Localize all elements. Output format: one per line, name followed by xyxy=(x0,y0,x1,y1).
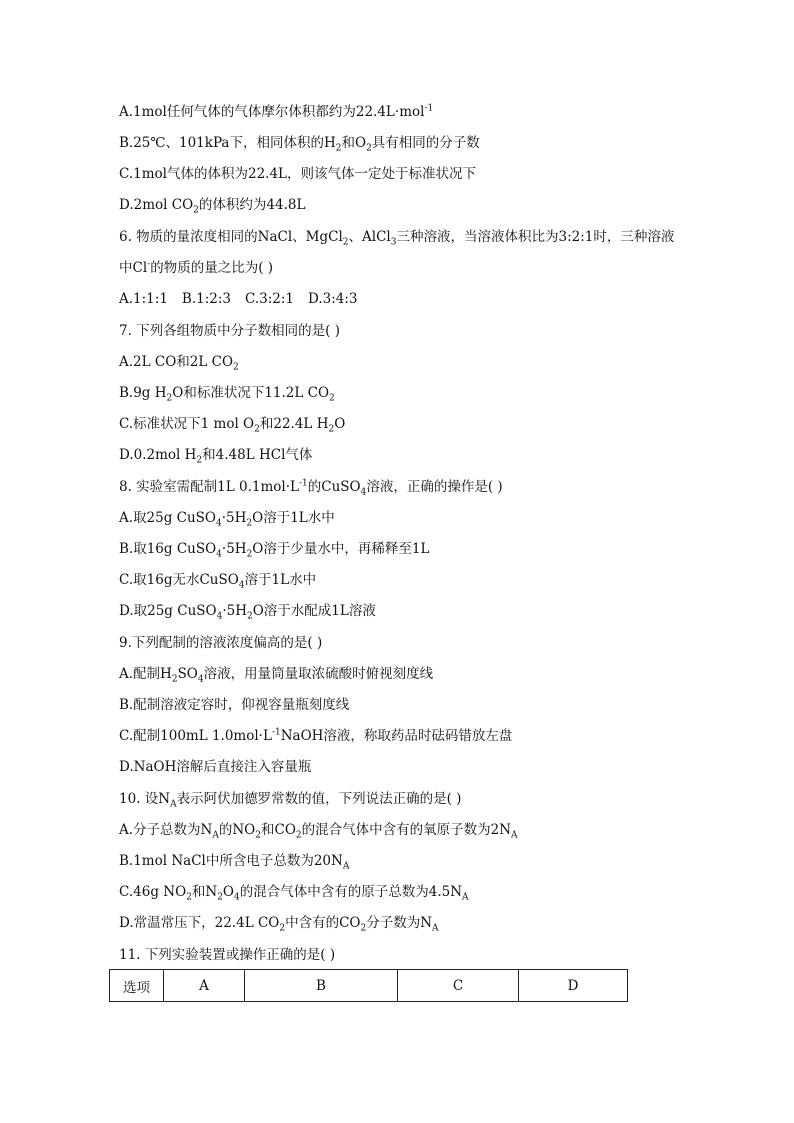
text: 和4.48L HCl气体 xyxy=(202,447,313,463)
subscript: 4 xyxy=(238,580,245,591)
subscript: 2 xyxy=(329,393,335,404)
q6-option-a: A.1:1:1 xyxy=(119,291,168,307)
text: D.2mol CO xyxy=(119,197,194,213)
text: 溶于1L水中 xyxy=(244,572,317,588)
subscript: 2 xyxy=(295,830,302,841)
q9-option-a xyxy=(119,665,433,683)
text: NaOH溶液，称取药品时砝码错放左盘 xyxy=(280,728,513,744)
q10-option-c xyxy=(119,883,469,901)
subscript: A xyxy=(342,861,350,872)
subscript: 2 xyxy=(335,143,342,154)
q9-option-d xyxy=(119,758,311,776)
text: 分子数为N xyxy=(366,915,433,931)
subscript: 2 xyxy=(166,393,173,404)
q5-option-b xyxy=(119,134,480,152)
subscript: 2 xyxy=(217,892,223,903)
table-header-cell: 选项 xyxy=(110,970,164,1002)
table-header-cell: D xyxy=(519,970,628,1002)
text: 中Cl xyxy=(119,260,148,276)
subscript: 2 xyxy=(366,143,372,154)
subscript: A xyxy=(511,830,518,841)
q7-option-a xyxy=(119,353,239,371)
q8-option-a xyxy=(119,509,335,527)
subscript: 3 xyxy=(390,237,397,248)
superscript: - xyxy=(147,259,151,270)
text: 11. 下列实验装置或操作正确的是( ) xyxy=(119,947,336,963)
q10-option-b xyxy=(119,852,349,870)
text: ·5H xyxy=(221,541,247,557)
superscript: -1 xyxy=(299,478,308,489)
subscript: 2 xyxy=(342,237,349,248)
subscript: 2 xyxy=(246,518,253,529)
text: O溶于少量水中，再稀释至1L xyxy=(252,541,430,557)
subscript: 2 xyxy=(233,362,239,373)
q7-stem xyxy=(119,322,340,340)
superscript: -1 xyxy=(271,727,281,738)
text: 6. 物质的量浓度相同的NaCl、MgCl xyxy=(119,229,343,245)
text: 9.下列配制的溶液浓度偏高的是( ) xyxy=(119,635,323,651)
text: 和22.4L H xyxy=(259,416,329,432)
text: O xyxy=(222,884,234,900)
q8-stem xyxy=(119,478,503,496)
text: A.2L CO和2L CO xyxy=(119,354,234,370)
q8-option-c xyxy=(119,571,316,589)
q5-option-d xyxy=(119,196,305,214)
text: C.1mol气体的体积为22.4L，则该气体一定处于标准状况下 xyxy=(119,166,476,182)
text: O和标准状况下11.2L CO xyxy=(172,385,330,401)
text: D.取25g CuSO xyxy=(119,603,217,619)
subscript: 4 xyxy=(197,674,204,685)
text: A.取25g CuSO xyxy=(119,510,216,526)
text: 、AlCl xyxy=(348,229,391,245)
text: D.0.2mol H xyxy=(119,447,197,463)
text: O xyxy=(334,416,346,432)
q10-stem xyxy=(119,790,461,808)
text: 10. 设N xyxy=(119,791,171,807)
q9-option-b xyxy=(119,696,349,714)
q6-stem-line2 xyxy=(119,259,273,277)
q11-options-table xyxy=(109,969,628,1002)
subscript: 2 xyxy=(360,923,367,934)
q10-option-a xyxy=(119,821,518,839)
text: 和O xyxy=(341,135,367,151)
text: A.分子总数为N xyxy=(119,822,213,838)
text: 的混合气体中含有的氧原子数为2N xyxy=(301,822,512,838)
text: 三种溶液，当溶液体积比为3:2:1时，三种溶液 xyxy=(396,229,675,245)
q7-option-d xyxy=(119,446,312,464)
text: 的NO xyxy=(218,822,256,838)
text: D.常温常压下，22.4L CO xyxy=(119,915,280,931)
subscript: 2 xyxy=(246,611,253,622)
subscript: 4 xyxy=(360,487,367,498)
subscript: 4 xyxy=(216,611,223,622)
subscript: 4 xyxy=(216,518,222,529)
table-header-cell: B xyxy=(245,970,398,1002)
subscript: 2 xyxy=(186,892,192,903)
q9-stem xyxy=(119,634,322,652)
q6-stem-line1 xyxy=(119,228,674,246)
superscript: -1 xyxy=(424,103,434,114)
text: ·5H xyxy=(222,603,247,619)
subscript: A xyxy=(212,830,219,841)
text: C.46g NO xyxy=(119,884,187,900)
text: O溶于1L水中 xyxy=(252,510,335,526)
q7-option-b xyxy=(119,384,335,402)
q6-option-d: D.3:4:3 xyxy=(308,291,358,307)
q11-stem xyxy=(119,946,335,964)
text: A.配制H xyxy=(119,666,172,682)
q8-option-b xyxy=(119,540,429,558)
subscript: 4 xyxy=(234,892,240,903)
text: 8. 实验室需配制1L 0.1mol·L xyxy=(119,479,299,495)
table-header-cell: A xyxy=(164,970,245,1002)
q6-option-b: B.1:2:3 xyxy=(181,291,231,307)
subscript: A xyxy=(462,892,469,903)
q5-option-a-text: A.1mol任何气体的气体摩尔体积都约为22.4L·mol xyxy=(119,104,425,120)
text: 溶液，正确的操作是( ) xyxy=(366,479,503,495)
text: 溶液，用量筒量取浓硫酸时俯视刻度线 xyxy=(203,666,434,682)
text: 和N xyxy=(191,884,218,900)
text: 7. 下列各组物质中分子数相同的是( ) xyxy=(119,323,340,339)
q10-option-d xyxy=(119,914,439,932)
text: 具有相同的分子数 xyxy=(371,135,480,151)
table-header-cell: C xyxy=(398,970,519,1002)
text: 中含有的CO xyxy=(285,915,361,931)
text: 的CuSO xyxy=(307,479,361,495)
text: C.标准状况下1 mol O xyxy=(119,416,255,432)
text: O溶于水配成1L溶液 xyxy=(252,603,376,619)
q6-options xyxy=(119,290,372,308)
subscript: 2 xyxy=(328,424,335,435)
subscript: 2 xyxy=(171,674,178,685)
text: B.配制溶液定容时，仰视容量瓶刻度线 xyxy=(119,697,350,713)
text: 的物质的量之比为( ) xyxy=(150,260,274,276)
subscript: 4 xyxy=(216,549,222,560)
text: 的混合气体中含有的原子总数为4.5N xyxy=(239,884,463,900)
text: 的体积约为44.8L xyxy=(198,197,306,213)
q5-option-a xyxy=(119,103,433,121)
text: 和CO xyxy=(260,822,296,838)
subscript: 2 xyxy=(246,549,253,560)
text: SO xyxy=(177,666,198,682)
text: 表示阿伏加德罗常数的值，下列说法正确的是( ) xyxy=(176,791,462,807)
subscript: 2 xyxy=(193,205,199,216)
text: B.9g H xyxy=(119,385,167,401)
text: B.25℃、101kPa下，相同体积的H xyxy=(119,135,336,151)
subscript: 2 xyxy=(279,923,286,934)
subscript: 2 xyxy=(196,455,203,466)
table-row xyxy=(110,970,628,1002)
q5-option-c xyxy=(119,165,476,183)
q8-option-d xyxy=(119,602,376,620)
text: C.取16g无水CuSO xyxy=(119,572,239,588)
subscript: A xyxy=(170,799,177,810)
subscript: A xyxy=(432,923,439,934)
subscript: 2 xyxy=(254,424,260,435)
text: C.配制100mL 1.0mol·L xyxy=(119,728,272,744)
text: D.NaOH溶解后直接注入容量瓶 xyxy=(119,759,312,775)
text: B.取16g CuSO xyxy=(119,541,217,557)
q9-option-c xyxy=(119,727,512,745)
q7-option-c xyxy=(119,415,345,433)
text: B.1mol NaCl中所含电子总数为20N xyxy=(119,853,343,869)
text: ·5H xyxy=(221,510,247,526)
q6-option-c: C.3:2:1 xyxy=(244,291,294,307)
subscript: 2 xyxy=(255,830,261,841)
